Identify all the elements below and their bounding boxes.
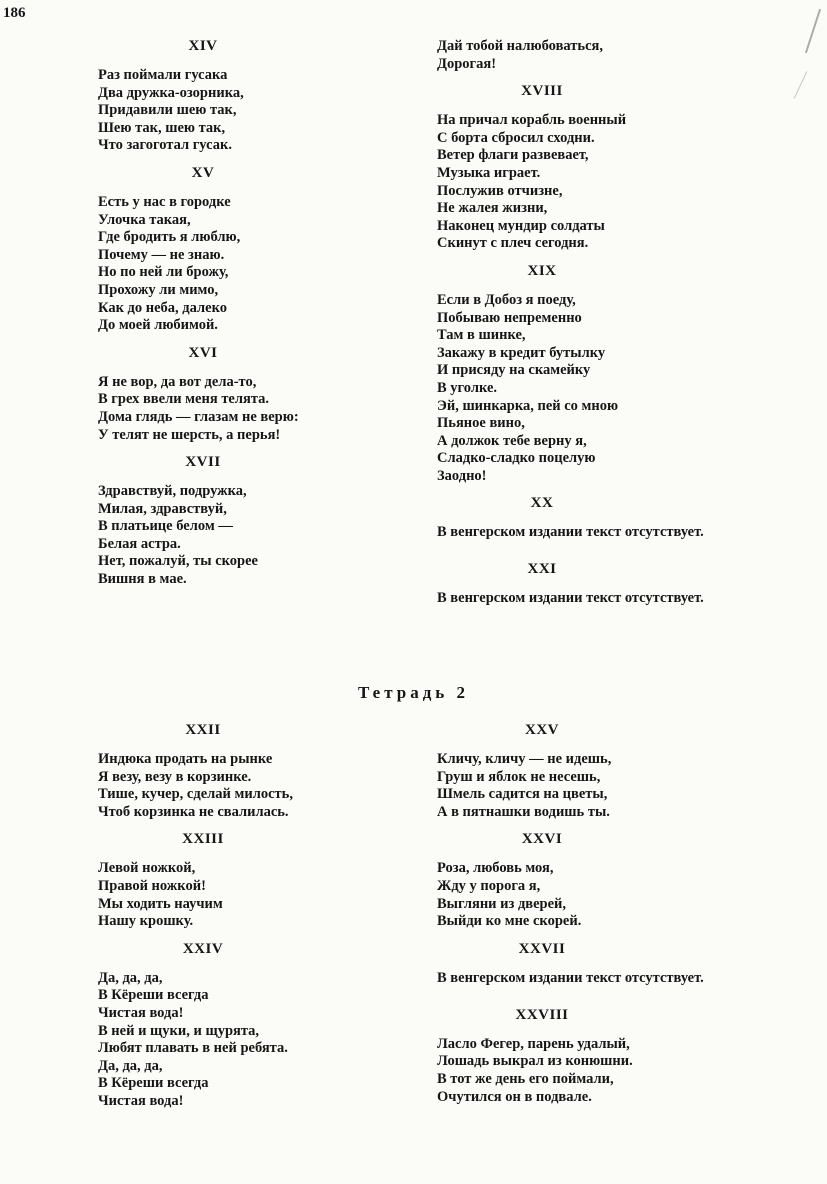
poem-number: XXI — [527, 561, 557, 578]
poem-line: С борта сбросил сходни. — [437, 129, 595, 146]
poem-line: Груш и яблок не несешь, — [437, 768, 601, 785]
poem-number: XXVIII — [515, 1006, 569, 1023]
left-column-top — [98, 38, 448, 599]
poem-line: Я везу, везу в корзинке. — [98, 768, 252, 785]
poem-number: XIV — [188, 38, 218, 54]
poem-line: Улочка такая, — [98, 211, 191, 228]
poem-line: Дай тобой налюбоваться, — [437, 38, 603, 54]
page-number: 186 — [3, 5, 26, 21]
poem-line: Белая астра. — [98, 535, 181, 552]
poem-xix — [437, 263, 787, 486]
poem-number: XVI — [188, 344, 218, 361]
poem-xxv — [437, 722, 787, 821]
right-column-top — [437, 38, 787, 627]
poem-xvii — [98, 454, 448, 589]
poem-line: Ветер флаги развевает, — [437, 147, 589, 164]
poem-number: XVII — [185, 454, 221, 471]
scan-mark — [794, 71, 808, 99]
poem-line: Сладко-сладко поцелую — [437, 450, 596, 467]
poem-line: Да, да, да, — [98, 1057, 163, 1074]
poem-number: XXV — [525, 722, 559, 738]
poem-xviii — [437, 83, 787, 253]
poem-number: XXVI — [521, 831, 563, 848]
poem-line: Скинут с плеч сегодня. — [437, 235, 589, 252]
poem-line: Нашу крошку. — [98, 913, 194, 930]
left-column-bottom — [98, 722, 448, 1121]
poem-line: В уголке. — [437, 379, 498, 396]
poem-line: Не жалея жизни, — [437, 200, 548, 217]
poem-line: До моей любимой. — [98, 317, 218, 334]
poem-line: Закажу в кредит бутылку — [437, 344, 606, 361]
poem-line: Милая, здравствуй, — [98, 500, 227, 517]
poem-line: Кличу, кличу — не идешь, — [437, 751, 612, 767]
poem-line: Вишня в мае. — [98, 571, 187, 588]
poem-line: Выйди ко мне скорей. — [437, 913, 582, 930]
poem-line: Левой ножкой, — [98, 860, 196, 877]
editorial-note: В венгерском издании текст отсутствует. — [437, 969, 704, 986]
editorial-note: В венгерском издании текст отсутствует. — [437, 524, 704, 541]
poem-line: Музыка играет. — [437, 164, 541, 181]
poem-number: XXII — [185, 722, 221, 738]
poem-line: Где бродить я люблю, — [98, 229, 241, 246]
poem-number: XVIII — [521, 83, 563, 100]
poem-line: Да, да, да, — [98, 969, 163, 986]
poem-xxii — [98, 722, 448, 821]
poem-number: XXIII — [182, 831, 224, 848]
poem-line: Но по ней ли брожу, — [98, 264, 229, 281]
poem-xxvi — [437, 831, 787, 930]
right-column-bottom — [437, 722, 787, 1116]
poem-line: Дома глядь — глазам не верю: — [98, 408, 299, 425]
poem-line: Эй, шинкарка, пей со мною — [437, 397, 619, 414]
poem-line: Роза, любовь моя, — [437, 860, 554, 877]
poem-number: XIX — [527, 262, 557, 279]
poem-line: В платьице белом — — [98, 518, 233, 535]
poem-line: Любят плавать в ней ребята. — [98, 1040, 288, 1057]
poem-line: Шею так, шею так, — [98, 119, 226, 136]
poem-line: Пьяное вино, — [437, 415, 525, 432]
poem-line: Чистая вода! — [98, 1004, 184, 1021]
poem-line: Дорогая! — [437, 55, 497, 72]
poem-line: Очутился он в подвале. — [437, 1088, 592, 1105]
poem-number: XXIV — [182, 940, 224, 957]
poem-line: Наконец мундир солдаты — [437, 217, 605, 234]
poem-line: Нет, пожалуй, ты скорее — [98, 553, 258, 570]
scan-mark — [805, 9, 821, 53]
poem-line: В тот же день его поймали, — [437, 1070, 614, 1087]
poem-line: Есть у нас в городке — [98, 193, 231, 210]
poem-line: Здравствуй, подружка, — [98, 483, 247, 500]
poem-line: Я не вор, да вот дела-то, — [98, 373, 257, 390]
poem-xxviii — [437, 1007, 787, 1106]
poem-line: Тише, кучер, сделай милость, — [98, 786, 293, 803]
poem-line: Послужив отчизне, — [437, 182, 563, 199]
poem-xxiii — [98, 831, 448, 930]
poem-line: Шмель садится на цветы, — [437, 786, 608, 803]
poem-line: И присяду на скамейку — [437, 362, 591, 379]
poem-number: XV — [191, 164, 215, 181]
poem-line: Два дружка-озорника, — [98, 84, 244, 101]
poem-line: У телят не шерсть, а перья! — [98, 426, 281, 443]
poem-line: На причал корабль военный — [437, 112, 627, 129]
poem-line: Раз поймали гусака — [98, 67, 228, 83]
poem-number: XX — [530, 495, 554, 512]
poem-line: Побываю непременно — [437, 309, 582, 326]
poem-line: Прохожу ли мимо, — [98, 281, 219, 298]
poem-line: Там в шинке, — [437, 327, 526, 344]
poem-line: В Кёреши всегда — [98, 987, 209, 1004]
poem-xv — [98, 165, 448, 335]
poem-line: В ней и щуки, и щурята, — [98, 1022, 260, 1039]
poem-line: Заодно! — [437, 467, 487, 484]
poem-line: Лошадь выкрал из конюшни. — [437, 1053, 633, 1070]
poem-xxi — [437, 561, 787, 607]
continued-lines — [437, 38, 787, 73]
poem-xvi — [98, 345, 448, 444]
poem-line: А должок тебе верну я, — [437, 432, 587, 449]
section-title: Тетрадь 2 — [357, 683, 470, 702]
poem-line: Придавили шею так, — [98, 102, 237, 119]
poem-line: Чтоб корзинка не свалилась. — [98, 803, 289, 820]
poem-line: Чистая вода! — [98, 1092, 184, 1109]
poem-line: Жду у порога я, — [437, 877, 541, 894]
poem-xx — [437, 495, 787, 541]
poem-line: Мы ходить научим — [98, 895, 223, 912]
poem-line: Как до неба, далеко — [98, 299, 227, 316]
poem-number: XXVII — [518, 940, 566, 957]
editorial-note: В венгерском издании текст отсутствует. — [437, 590, 704, 607]
poem-xxvii — [437, 941, 787, 987]
poem-line: Ласло Фегер, парень удалый, — [437, 1035, 630, 1052]
poem-line: Правой ножкой! — [98, 877, 206, 894]
poem-line: В грех ввели меня телята. — [98, 391, 270, 408]
poem-line: Что загоготал гусак. — [98, 137, 232, 154]
poem-xiv — [98, 38, 448, 155]
poem-line: Если в Добоз я поеду, — [437, 291, 576, 308]
poem-line: Индюка продать на рынке — [98, 751, 273, 767]
poem-line: Почему — не знаю. — [98, 246, 225, 263]
poem-line: А в пятнашки водишь ты. — [437, 803, 610, 820]
poem-line: В Кёреши всегда — [98, 1075, 209, 1092]
poem-line: Выгляни из дверей, — [437, 895, 567, 912]
poem-xxiv — [98, 941, 448, 1111]
